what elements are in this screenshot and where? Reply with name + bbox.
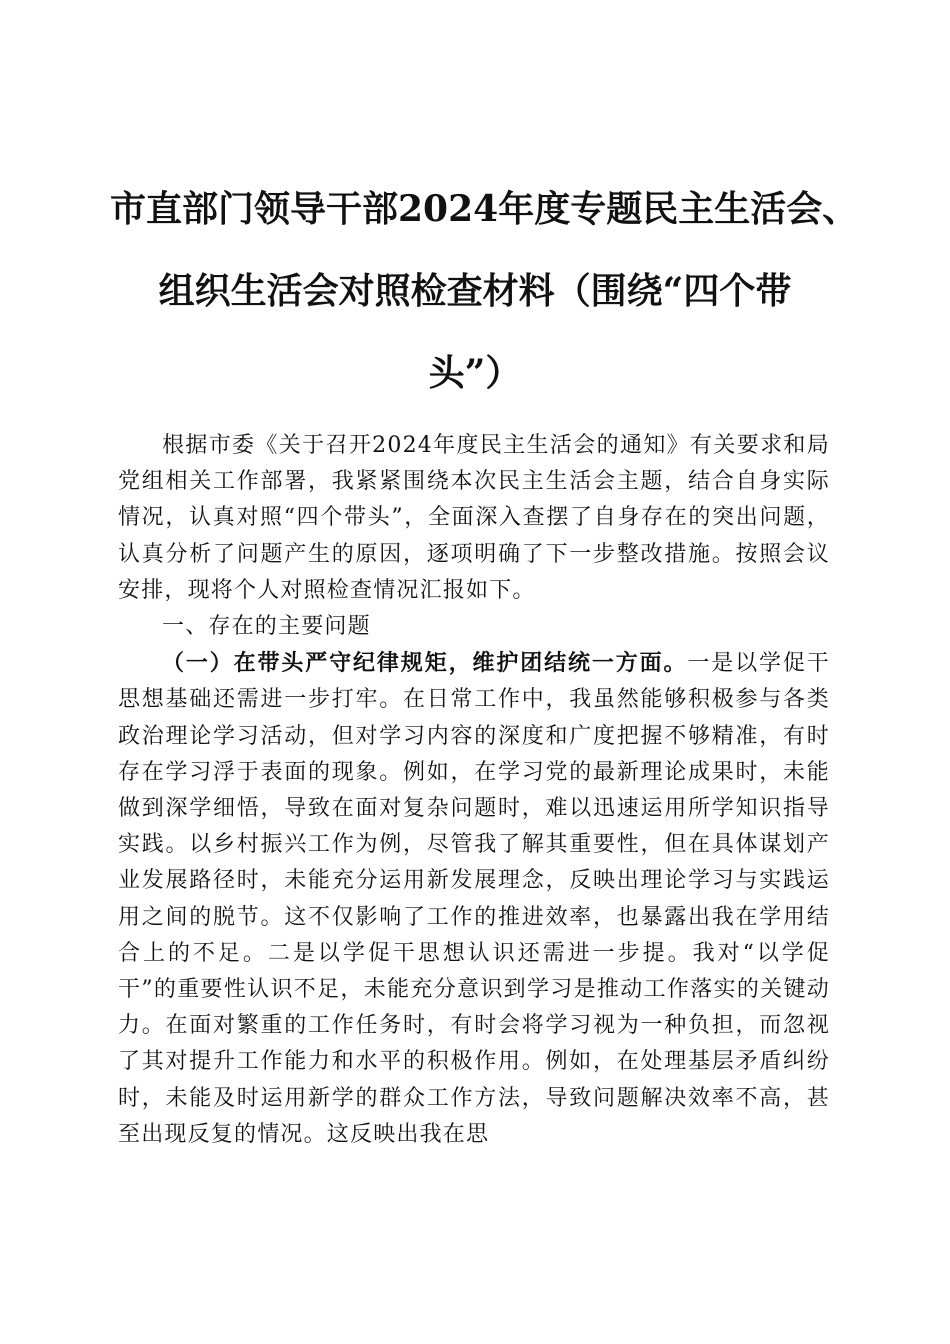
title-line-2: 组织生活会对照检查材料（围绕“四个带 xyxy=(158,270,792,312)
title-line-3: 头”） xyxy=(428,352,522,394)
subsection-heading: （一）在带头严守纪律规矩，维护团结统一方面。 xyxy=(162,650,688,677)
document-body xyxy=(118,428,830,1153)
title-line-1: 市直部门领导干部2024年度专题民主生活会、 xyxy=(110,188,859,230)
section-heading: 一、存在的主要问题 xyxy=(162,614,371,640)
subsection-body: 一是以学促干思想基础还需进一步打牢。在日常工作中，我虽然能够积极参与各类政治理论学习活动，但对学习内容的深度和广度把握不够精准，有时存在学习浮于表面的现象。例如，在学习党的最新理论成果时，未能做到深学细悟，导致在面对复杂问题时，难以迅速运用所学知识指导实践。以乡村振兴工作为例，尽管我了解其重要性，但在具体谋划产业发展路径时，未能充分运用新发展理念，反映出理论学习与实践运用之间的脱节。这不仅影响了工作的推进效率，也暴露出我在学用结合上的不足。二是以学促干思想认识还需进一步提。我对“以学促干”的重要性认识不足，未能充分意识到学习是推动工作落实的关键动力。在面对繁重的工作任务时，有时会将学习视为一种负担，而忽视了其对提升工作能力和水平的积极作用。例如，在处理基层矛盾纠纷时，未能及时运用新学的群众工作方法，导致问题解决效率不高，甚至出现反复的情况。这反映出我在思 xyxy=(118,651,830,1147)
intro-paragraph: 根据市委《关于召开2024年度民主生活会的通知》有关要求和局党组相关工作部署，我紧紧围绕本次民主生活会主题，结合自身实际情况，认真对照“四个带头”，全面深入查摆了自身存在的突出问题，认真分析了问题产生的原因，逐项明确了下一步整改措施。按照会议安排，现将个人对照检查情况汇报如下。 xyxy=(118,433,830,603)
document-title xyxy=(110,168,859,414)
subsection-paragraph xyxy=(118,645,830,1153)
